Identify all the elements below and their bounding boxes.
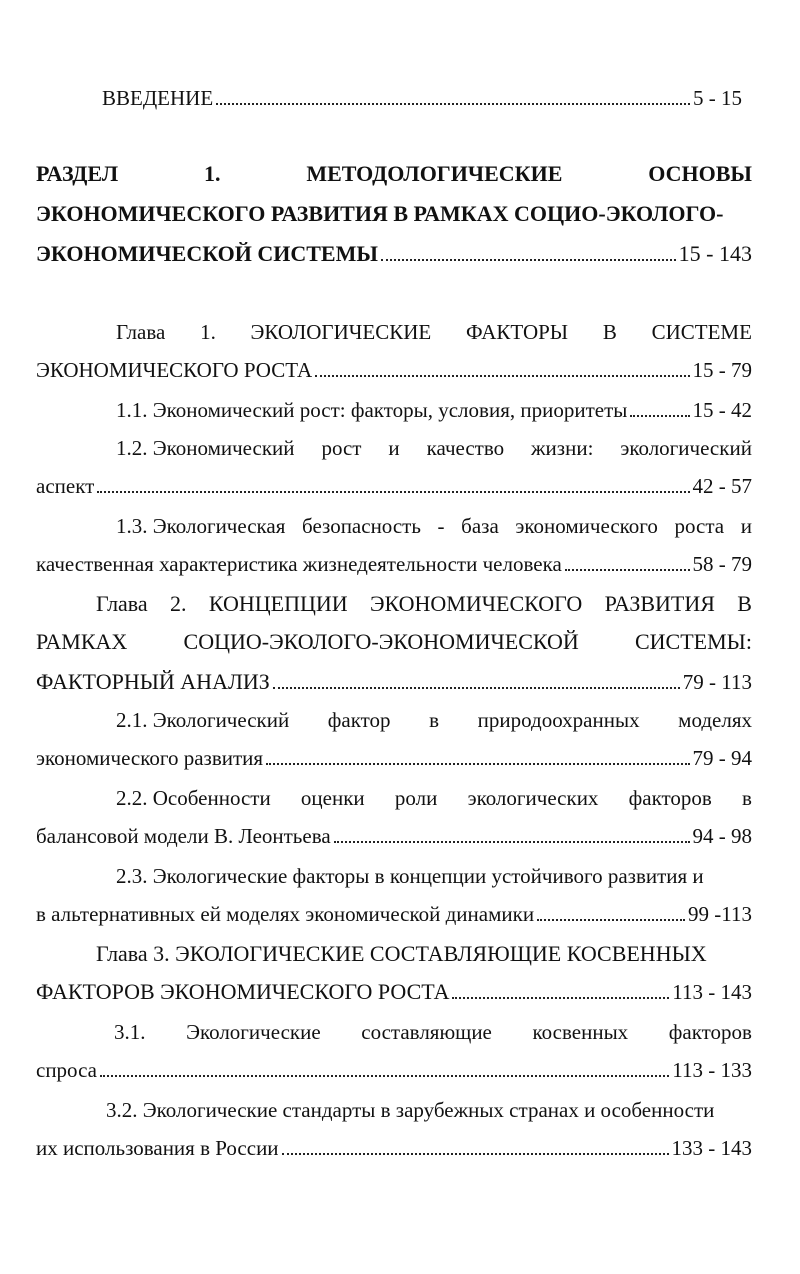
subsection-1-2-line-1 [36, 434, 752, 462]
entry-title: экономического развития [36, 746, 264, 770]
entry-title: ЭКОНОМИЧЕСКОЙ СИСТЕМЫ [36, 241, 378, 266]
entry-word: база [461, 514, 499, 538]
subsection-3-1-line-1 [36, 1018, 752, 1046]
page-range: 15 - 143 [678, 241, 752, 266]
page-range: 58 - 79 [692, 552, 752, 576]
entry-word: факторов [668, 1020, 752, 1044]
subsection-3-2-line-2 [36, 1134, 752, 1162]
page-range: 94 - 98 [692, 824, 752, 848]
chapter-1-line-1 [36, 318, 752, 346]
dot-leader [537, 919, 685, 921]
entry-word: факторов [628, 786, 712, 810]
section-word: РАЗДЕЛ [36, 161, 119, 186]
entry-word: рост [321, 436, 362, 460]
entry-word: косвенных [532, 1020, 629, 1044]
entry-word: природоохранных [477, 708, 640, 732]
entry-word: 1.2. Экономический [116, 436, 295, 460]
entry-word: Экологические [186, 1020, 321, 1044]
entry-word: составляющие [361, 1020, 492, 1044]
subsection-2-2-line-1 [36, 784, 752, 812]
entry-title: их использования в России [36, 1136, 279, 1160]
subsection-2-3-line-1: 2.3. Экологические факторы в концепции устойчивого развития и [116, 864, 704, 888]
subsection-2-3-line-2 [36, 900, 752, 928]
entry-word: фактор [327, 708, 391, 732]
chapter-word: СИСТЕМЕ [651, 320, 752, 344]
subsection-1-3-line-2 [36, 550, 752, 578]
page-range: 15 - 42 [692, 398, 752, 422]
chapter-2-line-3 [36, 668, 752, 696]
chapter-word: В [602, 320, 617, 344]
page-range: 99 -113 [688, 902, 752, 926]
entry-title: ВВЕДЕНИЕ [102, 86, 214, 110]
entry-word: безопасность [302, 514, 421, 538]
entry-word: 1.3. Экологическая [116, 514, 286, 538]
entry-word: в [429, 708, 440, 732]
chapter-word: Глава [116, 320, 166, 344]
dot-leader [100, 1075, 669, 1077]
page-range: 42 - 57 [692, 474, 752, 498]
chapter-word: ЭКОЛОГИЧЕСКИЕ [250, 320, 432, 344]
subsection-1-1 [36, 396, 752, 424]
subsection-2-1-line-2 [36, 744, 752, 772]
entry-word: экологических [467, 786, 599, 810]
entry-title: в альтернативных ей моделях экономической динамики [36, 902, 535, 926]
subsection-2-1-line-1 [36, 706, 752, 734]
chapter-word: ЭКОНОМИЧЕСКОГО [369, 591, 583, 616]
entry-word: 2.1. Экологический [116, 708, 290, 732]
chapter-word: СИСТЕМЫ: [635, 629, 752, 654]
page-range: 79 - 94 [692, 746, 752, 770]
entry-word: и [740, 514, 752, 538]
dot-leader [97, 491, 689, 493]
section-1-line-3 [36, 240, 752, 268]
entry-title: ФАКТОРОВ ЭКОНОМИЧЕСКОГО РОСТА [36, 979, 450, 1004]
page-range: 133 - 143 [671, 1136, 752, 1160]
entry-word: роли [394, 786, 438, 810]
entry-word: экономического [515, 514, 658, 538]
page-range: 79 - 113 [682, 670, 752, 694]
page-range: 113 - 143 [672, 980, 752, 1004]
subsection-1-2-line-2 [36, 472, 752, 500]
chapter-word: РАМКАХ [36, 629, 128, 654]
entry-word: в [742, 786, 752, 810]
entry-word: моделях [678, 708, 752, 732]
dot-leader [334, 841, 690, 843]
entry-title: спроса [36, 1058, 97, 1082]
page-range: 113 - 133 [672, 1058, 752, 1082]
chapter-word: 2. [170, 591, 187, 616]
entry-word: 2.2. Особенности [116, 786, 271, 810]
dot-leader [452, 997, 669, 999]
dot-leader [565, 569, 690, 571]
dot-leader [381, 259, 676, 261]
toc-entry-introduction [102, 84, 742, 112]
page-range: 15 - 79 [692, 358, 752, 382]
chapter-3-line-1: Глава 3. ЭКОЛОГИЧЕСКИЕ СОСТАВЛЯЮЩИЕ КОСВЕННЫХ [96, 941, 707, 966]
dot-leader [216, 103, 690, 105]
dot-leader [630, 415, 689, 417]
subsection-3-1-line-2 [36, 1056, 752, 1084]
entry-word: роста [674, 514, 725, 538]
dot-leader [315, 375, 689, 377]
entry-word: качество [426, 436, 505, 460]
entry-word: экологический [620, 436, 752, 460]
subsection-2-2-line-2 [36, 822, 752, 850]
entry-title: ЭКОНОМИЧЕСКОГО РОСТА [36, 358, 313, 382]
entry-title: балансовой модели В. Леонтьева [36, 824, 331, 848]
chapter-word: СОЦИО-ЭКОЛОГО-ЭКОНОМИЧЕСКОЙ [183, 629, 579, 654]
chapter-2-line-2 [36, 628, 752, 656]
entry-word: оценки [300, 786, 365, 810]
entry-title: качественная характеристика жизнедеятельности человека [36, 552, 562, 576]
subsection-3-2-line-1: 3.2. Экологические стандарты в зарубежных странах и особенности [106, 1098, 715, 1122]
section-1-line-1 [36, 160, 752, 188]
dot-leader [266, 763, 689, 765]
entry-word: жизни: [531, 436, 594, 460]
section-word: МЕТОДОЛОГИЧЕСКИЕ [306, 161, 563, 186]
section-1-line-2: ЭКОНОМИЧЕСКОГО РАЗВИТИЯ В РАМКАХ СОЦИО-ЭКОЛОГО- [36, 201, 724, 226]
entry-title: 1.1. Экономический рост: факторы, условия, приоритеты [116, 398, 628, 422]
section-word: ОСНОВЫ [648, 161, 752, 186]
chapter-3-line-2 [36, 978, 752, 1006]
entry-word: и [388, 436, 400, 460]
section-word: 1. [203, 161, 221, 186]
entry-title: ФАКТОРНЫЙ АНАЛИЗ [36, 669, 270, 694]
chapter-word: РАЗВИТИЯ [604, 591, 715, 616]
chapter-word: В [737, 591, 752, 616]
chapter-2-line-1 [36, 590, 752, 618]
entry-word: 3.1. [114, 1020, 146, 1044]
dot-leader [273, 687, 680, 689]
entry-title: аспект [36, 474, 95, 498]
chapter-1-line-2 [36, 356, 752, 384]
subsection-1-3-line-1 [36, 512, 752, 540]
dot-leader [282, 1153, 669, 1155]
chapter-word: Глава [96, 591, 148, 616]
page-range: 5 - 15 [693, 86, 742, 110]
entry-word: - [437, 514, 445, 538]
chapter-word: КОНЦЕПЦИИ [208, 591, 348, 616]
chapter-word: 1. [200, 320, 216, 344]
chapter-word: ФАКТОРЫ [465, 320, 569, 344]
